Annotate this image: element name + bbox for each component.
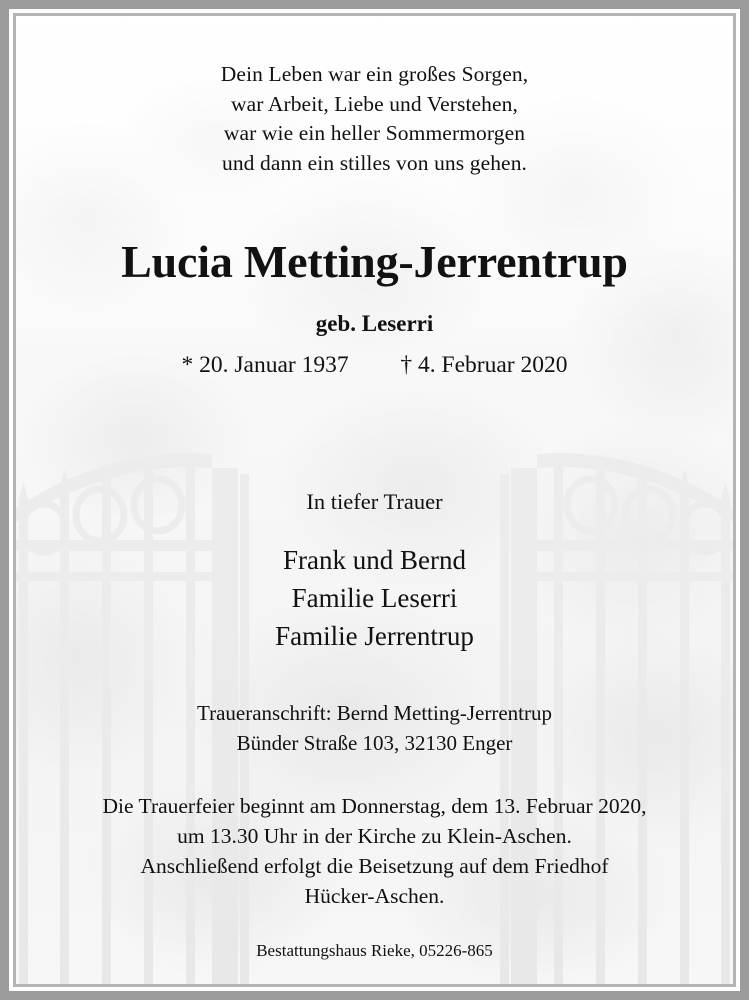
mourner-line: Frank und Bernd	[283, 545, 466, 575]
verse-line: war wie ein heller Sommermorgen	[223, 121, 526, 145]
life-dates	[16, 352, 733, 379]
service-line: um 13.30 Uhr in der Kirche zu Klein-Aschen.	[177, 824, 572, 848]
address-line: Traueranschrift: Bernd Metting-Jerrentrup	[197, 701, 552, 725]
birth-star-icon: *	[181, 352, 194, 378]
death-cross-icon: †	[400, 352, 413, 378]
mourners-list	[16, 541, 733, 655]
deceased-name: Lucia Metting-Jerrentrup	[121, 236, 628, 287]
address-line: Bünder Straße 103, 32130 Enger	[236, 731, 513, 755]
notice-content	[16, 16, 733, 984]
service-line: Hücker-Aschen.	[304, 884, 445, 908]
mourner-line: Familie Jerrentrup	[275, 621, 474, 651]
funeral-service-details	[16, 791, 733, 911]
birth-date: 20. Januar 1937	[199, 352, 349, 378]
verse-line: Dein Leben war ein großes Sorgen,	[220, 62, 529, 86]
verse-line: und dann ein stilles von uns gehen.	[221, 150, 528, 175]
condolence-address	[16, 698, 733, 758]
funeral-home-footer: Bestattungshaus Rieke, 05226-865	[256, 941, 493, 960]
service-line: Anschließend erfolgt die Beisetzung auf dem Friedhof	[140, 854, 609, 878]
mourning-heading: In tiefer Trauer	[306, 489, 443, 514]
mourner-line: Familie Leserri	[291, 583, 458, 613]
memorial-verse	[16, 60, 733, 178]
verse-line: war Arbeit, Liebe und Verstehen,	[231, 91, 518, 116]
death-date: 4. Februar 2020	[418, 352, 568, 378]
service-line: Die Trauerfeier beginnt am Donnerstag, dem 13. Februar 2020,	[102, 794, 647, 818]
maiden-name: geb. Leserri	[315, 311, 434, 336]
